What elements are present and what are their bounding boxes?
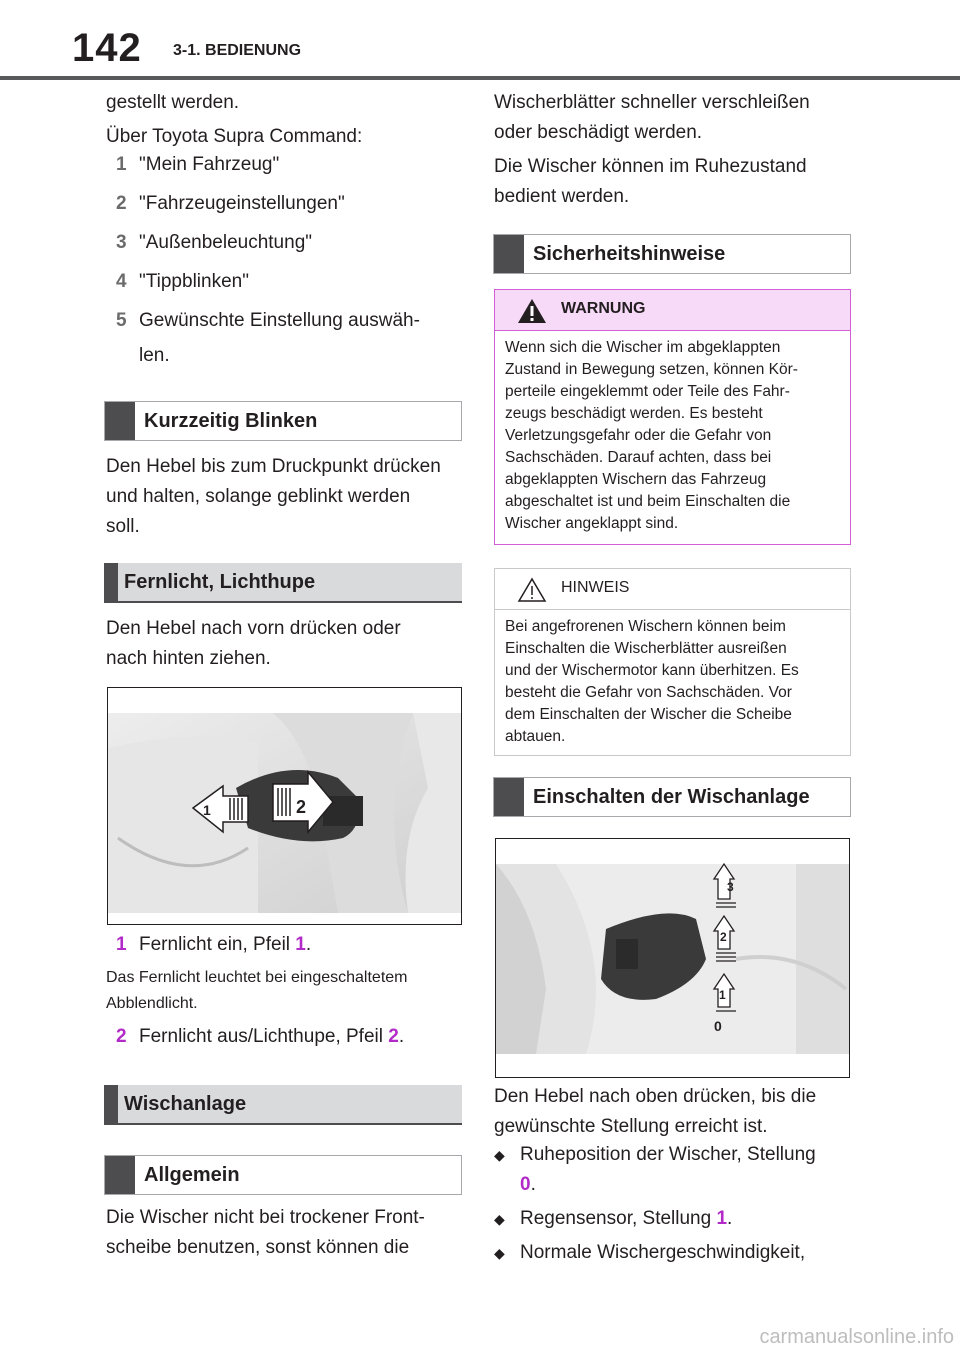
step-item: 1 "Mein Fahrzeug" bbox=[116, 154, 280, 175]
lever-illustration bbox=[108, 688, 462, 925]
warning-title: WARNUNG bbox=[561, 300, 646, 317]
hint-triangle-icon bbox=[517, 577, 547, 603]
paragraph-kurzzeitig: Den Hebel bis zum Druckpunkt drücken und halten, solange geblinkt werden soll. bbox=[106, 456, 441, 537]
heading-fernlicht: Fernlicht, Lichthupe bbox=[104, 563, 462, 603]
bullet-list bbox=[494, 1140, 854, 1268]
left-intro bbox=[106, 88, 466, 152]
step-item-continued: len. bbox=[139, 345, 170, 366]
position-label-3: 3 bbox=[727, 880, 734, 894]
heading-allgemein: Allgemein bbox=[104, 1155, 462, 1195]
steps-list bbox=[116, 150, 466, 371]
heading-sicherheitshinweise: Sicherheitshinweise bbox=[493, 234, 851, 274]
heading-wischanlage: Wischanlage bbox=[104, 1085, 462, 1125]
watermark: carmanualsonline.info bbox=[759, 1326, 954, 1348]
intro-line: gestellt werden. bbox=[106, 92, 240, 113]
list-item-continued: 0. bbox=[520, 1174, 536, 1195]
step-item: 3 "Außenbeleuchtung" bbox=[116, 232, 313, 253]
hint-box bbox=[494, 568, 851, 756]
position-label-1: 1 bbox=[719, 988, 726, 1002]
note-abblendlicht: Das Fernlicht leuchtet bei eingeschaltetem Abblendlicht. bbox=[106, 969, 408, 1012]
hint-title: HINWEIS bbox=[561, 579, 630, 596]
paragraph-hebel: Den Hebel nach oben drücken, bis die gewünschte Stellung erreicht ist. bbox=[494, 1086, 817, 1137]
figure-high-beam-lever bbox=[107, 687, 462, 925]
list-item: ◆ Regensensor, Stellung 1. bbox=[494, 1208, 733, 1229]
paragraph-allgemein: Die Wischer nicht bei trockener Front- scheibe benutzen, sonst können die bbox=[106, 1207, 425, 1258]
fernlicht-item-2: 2 Fernlicht aus/Lichthupe, Pfeil 2. bbox=[116, 1026, 405, 1047]
paragraph-right-top: Wischerblätter schneller verschleißen oder beschädigt werden. Die Wischer können im Ruhezustand bedient werden. bbox=[494, 92, 810, 207]
heading-einschalten: Einschalten der Wischanlage bbox=[493, 777, 851, 817]
header-rule bbox=[0, 76, 960, 80]
warning-triangle-icon bbox=[517, 298, 547, 324]
paragraph-fernlicht: Den Hebel nach vorn drücken oder nach hinten ziehen. bbox=[106, 618, 401, 669]
section-title: 3-1. BEDIENUNG bbox=[173, 42, 302, 59]
fernlicht-item-1: 1 Fernlicht ein, Pfeil 1. bbox=[116, 934, 312, 955]
figure-wiper-lever bbox=[495, 838, 850, 1078]
arrow-label-2: 2 bbox=[296, 797, 307, 817]
list-item: ◆ Ruheposition der Wischer, Stellung bbox=[494, 1144, 816, 1165]
position-label-2: 2 bbox=[720, 930, 727, 944]
step-item: 4 "Tippblinken" bbox=[116, 271, 249, 292]
warning-box bbox=[494, 289, 851, 545]
warning-text: Wenn sich die Wischer im abgeklappten Zustand in Bewegung setzen, können Kör- perteile eingeklemmt oder Teile des Fahr- zeugs beschädigt werden. Es besteht Verletzungsgefahr oder die Gefahr von Sachschäden. Darauf achten, dass bei abgeklappten Wischern das Fahrzeug abgeschaltet ist und beim Einschalten die Wischer angeklappt sind. bbox=[505, 339, 798, 532]
hint-text: Bei angefrorenen Wischern können beim Einschalten die Wischerblätter ausreißen und der Wischermotor kann überhitzen. Es besteht die Gefahr von Sachschäden. Vor dem Einschalten der Wischer die Scheibe abtauen. bbox=[505, 618, 799, 745]
position-label-0: 0 bbox=[714, 1018, 722, 1034]
step-item: 2 "Fahrzeugeinstellungen" bbox=[116, 193, 345, 214]
heading-kurzzeitig-blinken: Kurzzeitig Blinken bbox=[104, 401, 462, 441]
arrow-label-1: 1 bbox=[203, 802, 211, 818]
step-item: 5 Gewünschte Einstellung auswäh- bbox=[116, 310, 420, 331]
list-item: ◆ Normale Wischergeschwindigkeit, bbox=[494, 1242, 806, 1263]
page-number: 142 bbox=[72, 26, 142, 70]
intro-line: Über Toyota Supra Command: bbox=[106, 126, 363, 147]
wiper-lever-illustration bbox=[496, 839, 850, 1078]
